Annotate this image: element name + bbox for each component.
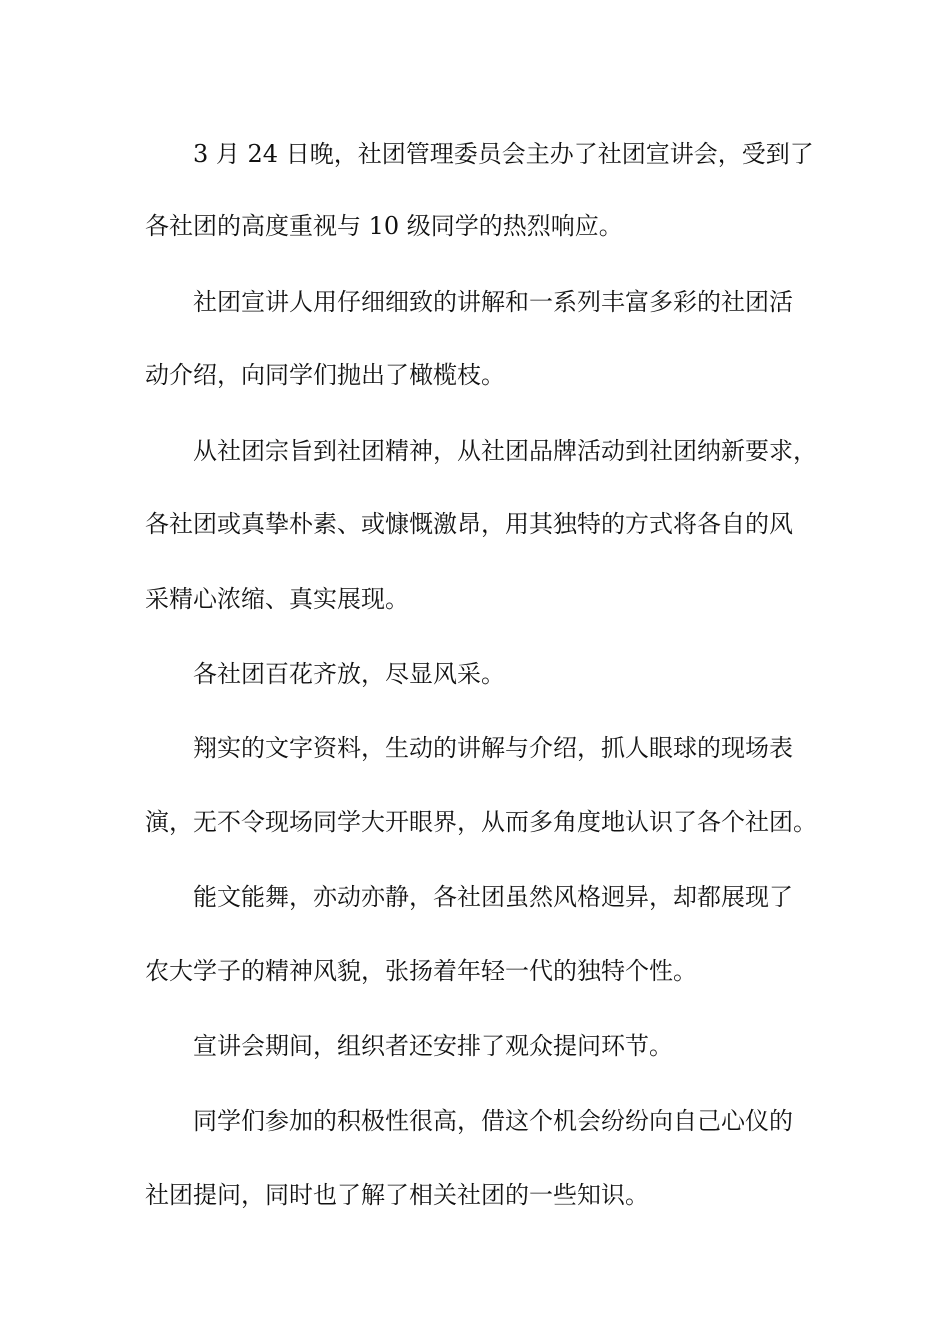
paragraph-3-line-2: 各社团或真挚朴素、或慷慨激昂，用其独特的方式将各自的风 xyxy=(145,510,793,538)
paragraph-8-line-1: 同学们参加的积极性很高，借这个机会纷纷向自己心仪的 xyxy=(193,1107,793,1135)
paragraph-1-line-1: 3 月 24 日晚，社团管理委员会主办了社团宣讲会，受到了 xyxy=(193,140,814,168)
paragraph-5-line-2: 演，无不令现场同学大开眼界，从而多角度地认识了各个社团。 xyxy=(145,808,817,836)
paragraph-1-line-2: 各社团的高度重视与 10 级同学的热烈响应。 xyxy=(145,212,623,240)
paragraph-2-line-1: 社团宣讲人用仔细细致的讲解和一系列丰富多彩的社团活 xyxy=(193,288,793,316)
paragraph-6-line-1: 能文能舞，亦动亦静，各社团虽然风格迥异，却都展现了 xyxy=(193,883,793,911)
paragraph-8-line-2: 社团提问，同时也了解了相关社团的一些知识。 xyxy=(145,1181,649,1209)
paragraph-3-line-1: 从社团宗旨到社团精神，从社团品牌活动到社团纳新要求， xyxy=(193,437,817,465)
paragraph-7-line-1: 宣讲会期间，组织者还安排了观众提问环节。 xyxy=(193,1032,673,1060)
paragraph-2-line-2: 动介绍，向同学们抛出了橄榄枝。 xyxy=(145,361,505,389)
paragraph-5-line-1: 翔实的文字资料，生动的讲解与介绍，抓人眼球的现场表 xyxy=(193,734,793,762)
paragraph-6-line-2: 农大学子的精神风貌，张扬着年轻一代的独特个性。 xyxy=(145,957,697,985)
paragraph-3-line-3: 采精心浓缩、真实展现。 xyxy=(145,585,409,613)
paragraph-4-line-1: 各社团百花齐放，尽显风采。 xyxy=(193,660,505,688)
